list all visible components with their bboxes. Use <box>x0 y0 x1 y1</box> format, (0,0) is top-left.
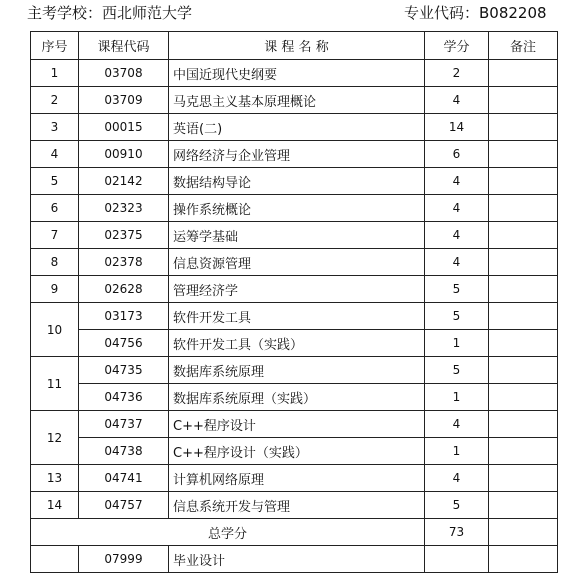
course-table <box>30 31 558 573</box>
table-row <box>31 492 558 519</box>
seq-cell: 5 <box>31 168 79 195</box>
credit-cell: 1 <box>425 438 489 465</box>
seq-cell: 3 <box>31 114 79 141</box>
col-header-note: 备注 <box>489 32 558 60</box>
code-cell: 07999 <box>79 546 169 573</box>
total-note <box>489 519 558 546</box>
table-row <box>31 87 558 114</box>
col-header-credit: 学分 <box>425 32 489 60</box>
name-cell: 计算机网络原理 <box>169 465 425 492</box>
name-cell: 数据库系统原理（实践） <box>169 384 425 411</box>
table-header-row <box>31 32 558 60</box>
code-cell: 02375 <box>79 222 169 249</box>
name-cell: 数据库系统原理 <box>169 357 425 384</box>
table-row <box>31 438 558 465</box>
code-cell: 02323 <box>79 195 169 222</box>
code-cell: 04737 <box>79 411 169 438</box>
name-cell: 信息系统开发与管理 <box>169 492 425 519</box>
seq-cell: 11 <box>31 357 79 411</box>
code-cell: 02378 <box>79 249 169 276</box>
code-cell: 04738 <box>79 438 169 465</box>
note-cell <box>489 195 558 222</box>
table-row <box>31 276 558 303</box>
code-cell: 04757 <box>79 492 169 519</box>
name-cell: 中国近现代史纲要 <box>169 60 425 87</box>
table-row <box>31 465 558 492</box>
seq-cell: 7 <box>31 222 79 249</box>
note-cell <box>489 492 558 519</box>
graduation-row <box>31 546 558 573</box>
name-cell: 英语(二) <box>169 114 425 141</box>
credit-cell: 4 <box>425 411 489 438</box>
seq-cell: 9 <box>31 276 79 303</box>
name-cell: C++程序设计 <box>169 411 425 438</box>
credit-cell: 4 <box>425 87 489 114</box>
credit-cell: 4 <box>425 249 489 276</box>
school-label: 主考学校：西北师范大学 <box>27 4 193 22</box>
credit-cell: 4 <box>425 168 489 195</box>
code-cell: 00015 <box>79 114 169 141</box>
document-header <box>0 0 565 30</box>
seq-cell: 4 <box>31 141 79 168</box>
credit-cell: 4 <box>425 465 489 492</box>
note-cell <box>489 438 558 465</box>
note-cell <box>489 141 558 168</box>
table-row <box>31 249 558 276</box>
credit-cell: 14 <box>425 114 489 141</box>
note-cell <box>489 330 558 357</box>
note-cell <box>489 546 558 573</box>
seq-cell: 1 <box>31 60 79 87</box>
total-label: 总学分 <box>31 519 425 546</box>
name-cell: 马克思主义基本原理概论 <box>169 87 425 114</box>
name-cell: 信息资源管理 <box>169 249 425 276</box>
credit-cell: 4 <box>425 195 489 222</box>
note-cell <box>489 303 558 330</box>
credit-cell: 5 <box>425 276 489 303</box>
code-cell: 00910 <box>79 141 169 168</box>
name-cell: 软件开发工具 <box>169 303 425 330</box>
col-header-code: 课程代码 <box>79 32 169 60</box>
name-cell: 运筹学基础 <box>169 222 425 249</box>
name-cell: 管理经济学 <box>169 276 425 303</box>
note-cell <box>489 168 558 195</box>
col-header-seq: 序号 <box>31 32 79 60</box>
seq-cell <box>31 546 79 573</box>
code-cell: 03173 <box>79 303 169 330</box>
table-row <box>31 411 558 438</box>
name-cell: 网络经济与企业管理 <box>169 141 425 168</box>
table-row <box>31 330 558 357</box>
seq-cell: 2 <box>31 87 79 114</box>
major-code-label: 专业代码：B082208 <box>404 4 547 22</box>
code-cell: 04756 <box>79 330 169 357</box>
note-cell <box>489 249 558 276</box>
note-cell <box>489 411 558 438</box>
table-row <box>31 222 558 249</box>
code-cell: 04736 <box>79 384 169 411</box>
credit-cell: 2 <box>425 60 489 87</box>
note-cell <box>489 384 558 411</box>
code-cell: 04741 <box>79 465 169 492</box>
table-row <box>31 357 558 384</box>
code-cell: 03708 <box>79 60 169 87</box>
code-cell: 03709 <box>79 87 169 114</box>
seq-cell: 13 <box>31 465 79 492</box>
note-cell <box>489 222 558 249</box>
name-cell: 操作系统概论 <box>169 195 425 222</box>
seq-cell: 12 <box>31 411 79 465</box>
name-cell: C++程序设计（实践） <box>169 438 425 465</box>
note-cell <box>489 357 558 384</box>
table-row <box>31 303 558 330</box>
total-row <box>31 519 558 546</box>
name-cell: 毕业设计 <box>169 546 425 573</box>
col-header-name: 课 程 名 称 <box>169 32 425 60</box>
credit-cell: 1 <box>425 330 489 357</box>
code-cell: 02142 <box>79 168 169 195</box>
credit-cell: 5 <box>425 357 489 384</box>
credit-cell: 5 <box>425 492 489 519</box>
credit-cell: 1 <box>425 384 489 411</box>
table-row <box>31 114 558 141</box>
note-cell <box>489 60 558 87</box>
table-row <box>31 384 558 411</box>
name-cell: 数据结构导论 <box>169 168 425 195</box>
seq-cell: 8 <box>31 249 79 276</box>
note-cell <box>489 276 558 303</box>
table-row <box>31 141 558 168</box>
credit-cell <box>425 546 489 573</box>
note-cell <box>489 87 558 114</box>
table-row <box>31 168 558 195</box>
code-cell: 02628 <box>79 276 169 303</box>
credit-cell: 5 <box>425 303 489 330</box>
table-row <box>31 60 558 87</box>
seq-cell: 10 <box>31 303 79 357</box>
note-cell <box>489 114 558 141</box>
total-credit: 73 <box>425 519 489 546</box>
name-cell: 软件开发工具（实践） <box>169 330 425 357</box>
seq-cell: 6 <box>31 195 79 222</box>
credit-cell: 6 <box>425 141 489 168</box>
credit-cell: 4 <box>425 222 489 249</box>
code-cell: 04735 <box>79 357 169 384</box>
seq-cell: 14 <box>31 492 79 519</box>
table-row <box>31 195 558 222</box>
note-cell <box>489 465 558 492</box>
